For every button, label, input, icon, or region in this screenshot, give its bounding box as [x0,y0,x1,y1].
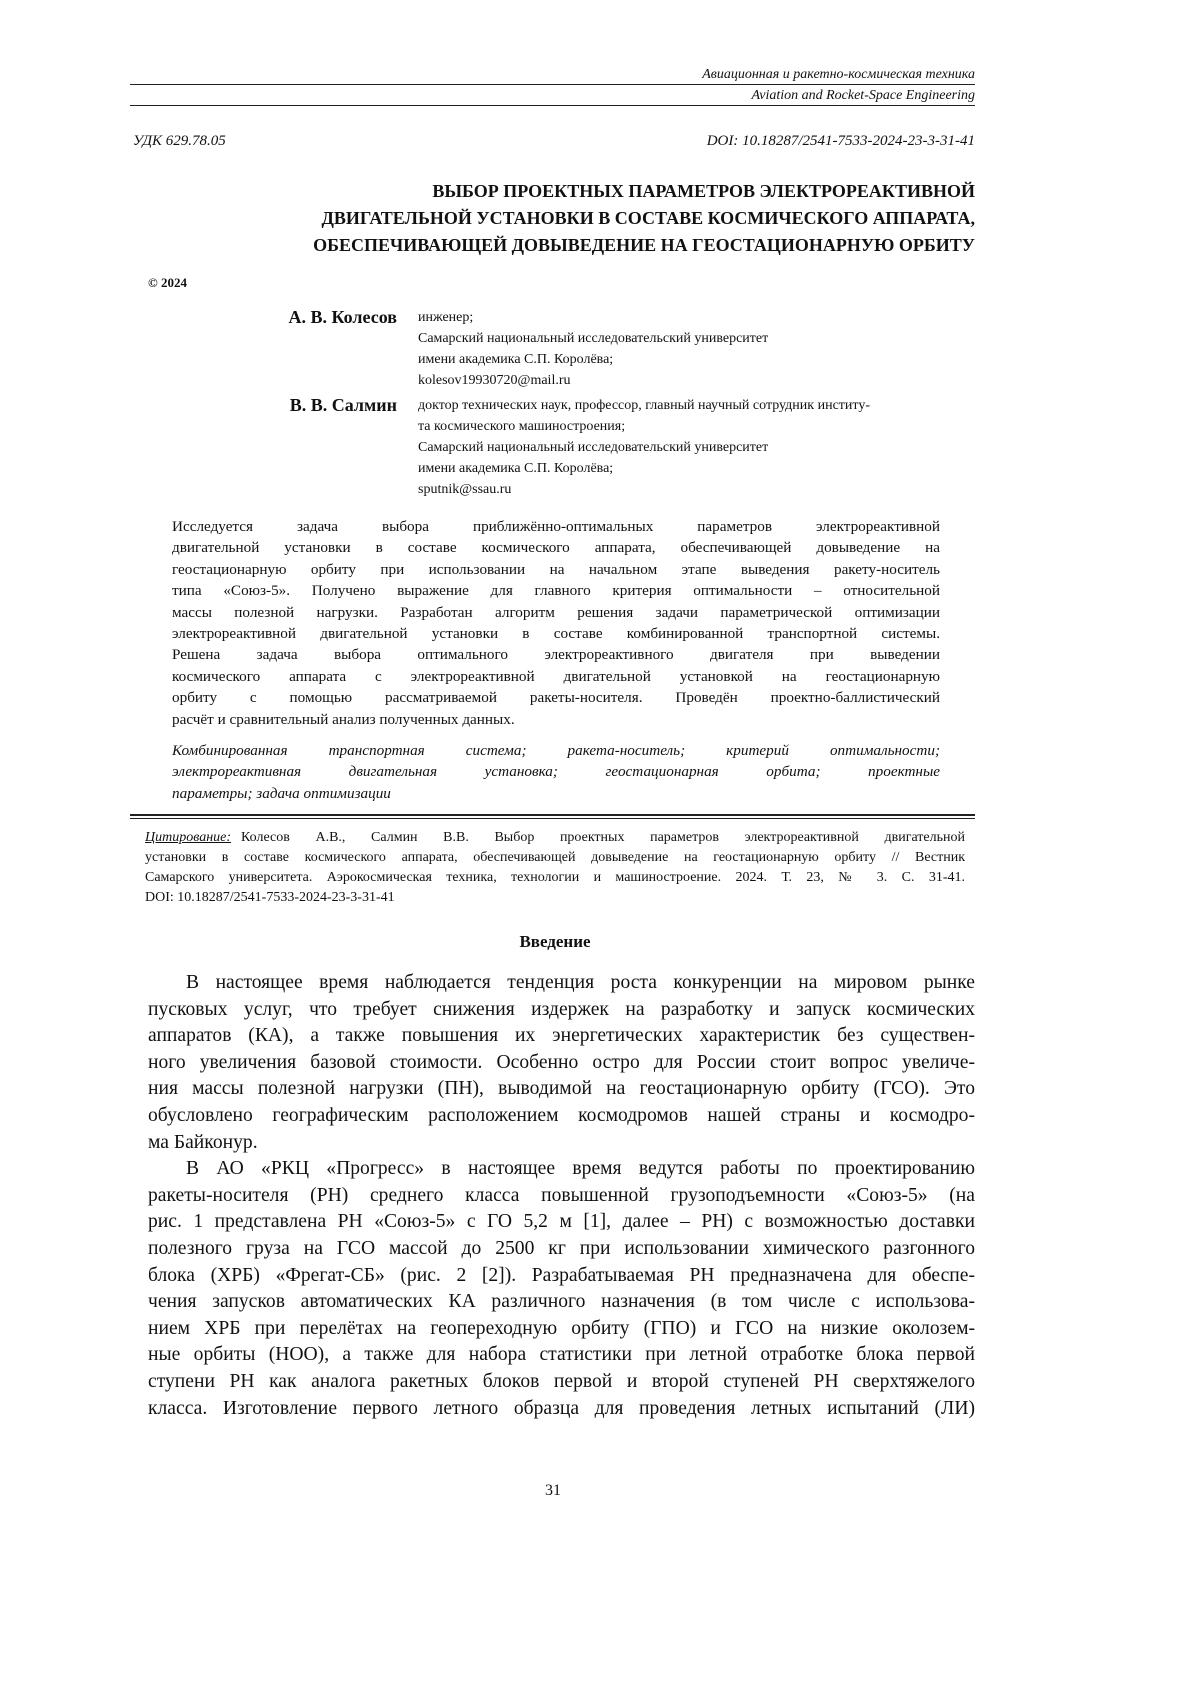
affiliation-line: Самарский национальный исследовательский университет [418,437,966,458]
keywords [172,740,940,804]
paragraph-line: ные орбиты (НОО), а также для набора статистики при летной отработке блока первой [148,1342,975,1369]
paragraph-line: ма Байконур. [148,1130,975,1157]
author-affiliation [418,307,768,391]
author-email[interactable]: sputnik@ssau.ru [418,479,966,500]
affiliation-line: имени академика С.П. Королёва; [418,458,966,479]
abstract-line: орбиту с помощью рассматриваемой ракеты-носителя. Проведён проектно-баллистический [172,687,940,708]
citation-line: Самарского университета. Аэрокосмическая техника, технологии и машиностроение. 2024. Т. 23, № 3. С. 31-41. [145,868,965,888]
journal-title-ru: Авиационная и ракетно-космическая техника [130,66,975,85]
citation-text: Колесов А.В., Салмин В.В. Выбор проектных параметров электрореактивной двигательной [241,830,965,845]
paragraph-line: В настоящее время наблюдается тенденция роста конкуренции на мировом рынке [148,970,975,997]
paragraph-line: блока (ХРБ) «Фрегат-СБ» (рис. 2 [2]). Разрабатываемая РН предназначена для обеспе- [148,1263,975,1290]
keywords-line: Комбинированная транспортная система; ракета-носитель; критерий оптимальности; [172,740,940,761]
section-heading: Введение [0,932,1110,952]
affiliation-line: имени академика С.П. Королёва; [418,349,768,370]
udc: УДК 629.78.05 [133,133,226,150]
paragraph-line: рис. 1 представлена РН «Союз-5» с ГО 5,2 м [1], далее – РН) с возможностью доставки [148,1209,975,1236]
paragraph-line: аппаратов (КА), а также повышения их энергетических характеристик без существен- [148,1023,975,1050]
paragraph-line: чения запусков автоматических КА различного назначения (в том числе с использова- [148,1289,975,1316]
paragraph-line: ного увеличения базовой стоимости. Особенно остро для России стоит вопрос увеличе- [148,1050,975,1077]
paragraph-line: полезного груза на ГСО массой до 2500 кг при использовании химического разгонного [148,1236,975,1263]
paragraph-line: ния массы полезной нагрузки (ПН), выводимой на геостационарную орбиту (ГСО). Это [148,1076,975,1103]
affiliation-line: та космического машиностроения; [418,416,966,437]
abstract-line: Исследуется задача выбора приближённо-оптимальных параметров электрореактивной [172,516,940,537]
paragraph-line: пусковых услуг, что требует снижения издержек на разработку и запуск космических [148,997,975,1024]
citation-line: DOI: 10.18287/2541-7533-2024-23-3-31-41 [145,888,965,908]
citation-line: установки в составе космического аппарата, обеспечивающей довыведение на геостационарную орбиту // Вестник [145,848,965,868]
paragraph [148,970,975,1156]
divider [130,814,975,819]
abstract-line: геостационарную орбиту при использовании на начальном этапе выведения ракету-носитель [172,559,940,580]
article-title [313,178,975,259]
affiliation-line: Самарский национальный исследовательский университет [418,328,768,349]
abstract-line: двигательной установки в составе космического аппарата, обеспечивающей довыведение на [172,537,940,558]
title-line: ВЫБОР ПРОЕКТНЫХ ПАРАМЕТРОВ ЭЛЕКТРОРЕАКТИВНОЙ [313,178,975,205]
journal-title-en: Aviation and Rocket-Space Engineering [130,87,975,106]
citation [145,828,965,908]
author-name: А. В. Колесов [289,307,398,328]
abstract [172,516,940,730]
paragraph [148,1156,975,1422]
paragraph-line: ракеты-носителя (РН) среднего класса повышенной грузоподъемности «Союз-5» (на [148,1183,975,1210]
author-name: В. В. Салмин [290,395,397,416]
abstract-line: электрореактивной двигательной установки в составе комбинированной транспортной системы. [172,623,940,644]
abstract-line: массы полезной нагрузки. Разработан алгоритм решения задачи параметрической оптимизации [172,602,940,623]
abstract-line: расчёт и сравнительный анализ полученных данных. [172,709,940,730]
doi[interactable]: DOI: 10.18287/2541-7533-2024-23-3-31-41 [707,133,975,150]
keywords-line: электрореактивная двигательная установка; геостационарная орбита; проектные [172,761,940,782]
body-text [148,970,975,1422]
abstract-line: космического аппарата с электрореактивной двигательной установкой на геостационарную [172,666,940,687]
paragraph-line: ступени РН как аналога ракетных блоков первой и второй ступеней РН сверхтяжелого [148,1369,975,1396]
page-number: 31 [0,1482,1106,1500]
title-line: ДВИГАТЕЛЬНОЙ УСТАНОВКИ В СОСТАВЕ КОСМИЧЕСКОГО АППАРАТА, [313,205,975,232]
paragraph-line: класса. Изготовление первого летного образца для проведения летных испытаний (ЛИ) [148,1396,975,1423]
copyright: © 2024 [148,275,187,291]
citation-label: Цитирование: [145,830,231,845]
author-email[interactable]: kolesov19930720@mail.ru [418,370,768,391]
author-affiliation [418,395,966,500]
abstract-line: типа «Союз-5». Получено выражение для главного критерия оптимальности – относительной [172,580,940,601]
paragraph-line: обусловлено географическим расположением космодромов нашей страны и космодро- [148,1103,975,1130]
citation-line [145,828,965,848]
keywords-line: параметры; задача оптимизации [172,783,940,804]
title-line: ОБЕСПЕЧИВАЮЩЕЙ ДОВЫВЕДЕНИЕ НА ГЕОСТАЦИОНАРНУЮ ОРБИТУ [313,232,975,259]
affiliation-line: инженер; [418,307,768,328]
paragraph-line: В АО «РКЦ «Прогресс» в настоящее время ведутся работы по проектированию [148,1156,975,1183]
paragraph-line: нием ХРБ при перелётах на геопереходную орбиту (ГПО) и ГСО на низкие околозем- [148,1316,975,1343]
affiliation-line: доктор технических наук, профессор, главный научный сотрудник институ- [418,395,966,416]
abstract-line: Решена задача выбора оптимального электрореактивного двигателя при выведении [172,644,940,665]
